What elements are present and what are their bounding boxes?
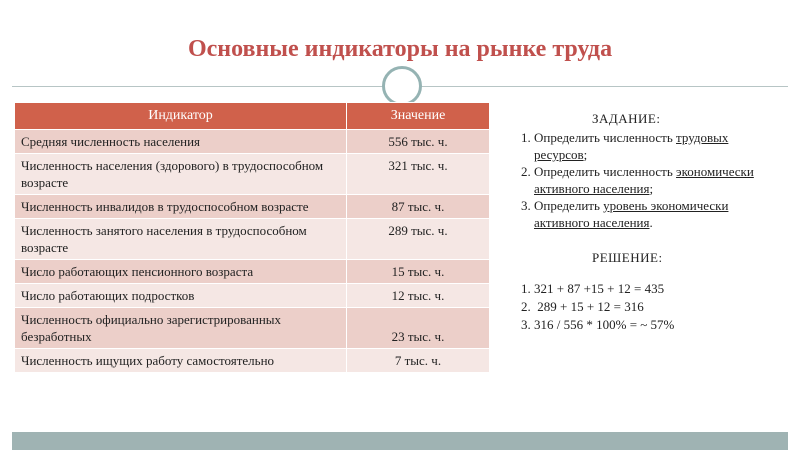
- indicator-cell: Численность занятого населения в трудоспособном возрасте: [15, 219, 347, 260]
- value-cell: 87 тыс. ч.: [347, 195, 490, 219]
- slide-title: Основные индикаторы на рынке труда: [187, 36, 613, 62]
- task-item-text: Определить численность: [534, 130, 677, 145]
- task-item-suffix: ;: [649, 181, 654, 196]
- task-item: [534, 129, 768, 163]
- table-row: [15, 260, 490, 284]
- task-item-text: Определить: [534, 198, 604, 213]
- task-item: [534, 163, 768, 197]
- value-cell: 556 тыс. ч.: [347, 130, 490, 154]
- task-panel: [508, 110, 768, 334]
- solution-list: [508, 280, 768, 333]
- solution-step: 3. 316 / 556 * 100% = ~ 57%: [534, 316, 768, 333]
- task-item-suffix: .: [649, 215, 653, 230]
- table-row: [15, 130, 490, 154]
- task-item-underlined: экономически активного населения: [534, 164, 754, 196]
- table-row: [15, 219, 490, 260]
- solution-title: РЕШЕНИЕ:: [592, 250, 663, 265]
- task-title: ЗАДАНИЕ:: [592, 111, 661, 126]
- table-row: [15, 308, 490, 349]
- value-cell: 15 тыс. ч.: [347, 260, 490, 284]
- table-header-row: [15, 103, 490, 130]
- table-row: [15, 349, 490, 373]
- value-cell: 289 тыс. ч.: [347, 219, 490, 260]
- bottom-accent-band: [12, 432, 788, 450]
- task-item-suffix: ;: [583, 147, 588, 162]
- indicator-cell: Численность инвалидов в трудоспособном возрасте: [15, 195, 347, 219]
- indicator-cell: Численность населения (здорового) в трудоспособном возрасте: [15, 154, 347, 195]
- task-item-underlined: трудовых ресурсов: [534, 130, 729, 162]
- task-item-underlined: уровень экономически активного населения: [534, 198, 729, 230]
- indicator-cell: Численность официально зарегистрированных безработных: [15, 308, 347, 349]
- indicator-cell: Средняя численность населения: [15, 130, 347, 154]
- value-cell: 321 тыс. ч.: [347, 154, 490, 195]
- solution-step: 2. 289 + 15 + 12 = 316: [534, 298, 768, 315]
- task-item-text: Определить численность: [534, 164, 677, 179]
- header-value: Значение: [347, 103, 490, 130]
- solution-step: 1. 321 + 87 +15 + 12 = 435: [534, 280, 768, 297]
- task-item: [534, 197, 768, 231]
- table-row: [15, 195, 490, 219]
- indicator-cell: Число работающих подростков: [15, 284, 347, 308]
- indicator-cell: Численность ищущих работу самостоятельно: [15, 349, 347, 373]
- ring-ornament-icon: [382, 66, 422, 106]
- task-list: [508, 129, 768, 231]
- value-cell: 7 тыс. ч.: [347, 349, 490, 373]
- value-cell: 12 тыс. ч.: [347, 284, 490, 308]
- table-row: [15, 284, 490, 308]
- header-indicator: Индикатор: [15, 103, 347, 130]
- indicator-cell: Число работающих пенсионного возраста: [15, 260, 347, 284]
- value-cell: 23 тыс. ч.: [347, 308, 490, 349]
- table-row: [15, 154, 490, 195]
- indicators-table: [14, 102, 490, 373]
